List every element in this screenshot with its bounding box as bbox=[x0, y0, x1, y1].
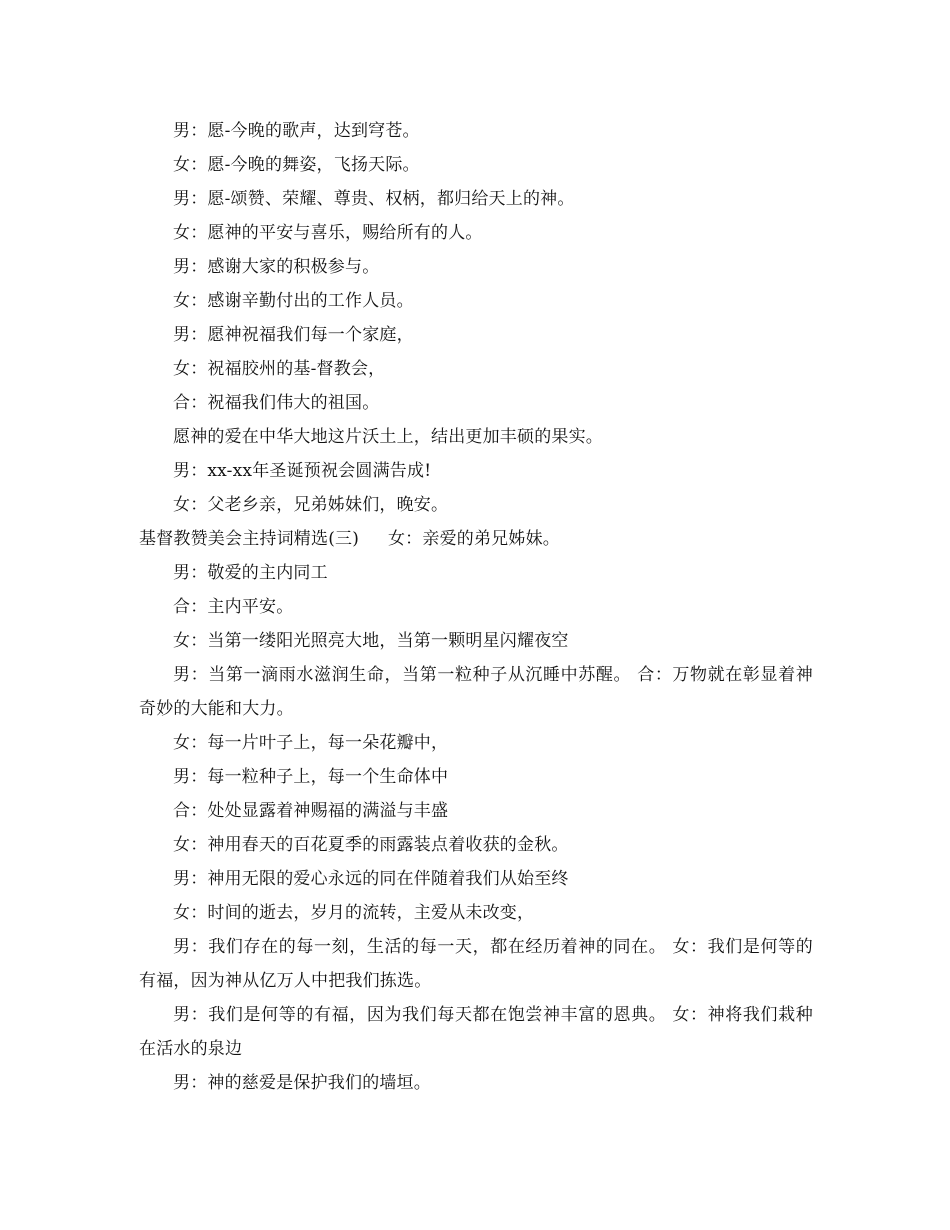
paragraph: 男：xx-xx年圣诞预祝会圆满告成! bbox=[173, 461, 432, 481]
paragraph: 女：愿神的平安与喜乐，赐给所有的人。 bbox=[173, 223, 483, 243]
paragraph: 男：愿神祝福我们每一个家庭， bbox=[173, 325, 414, 345]
paragraph: 女：神用春天的百花夏季的雨露装点着收获的金秋。 bbox=[173, 835, 569, 855]
section-title: 基督教赞美会主持词精选(三) bbox=[139, 529, 360, 549]
paragraph: 合：主内平安。 bbox=[173, 597, 294, 617]
paragraph: 男：感谢大家的积极参与。 bbox=[173, 257, 380, 277]
paragraph: 合：祝福我们伟大的祖国。 bbox=[173, 393, 380, 413]
paragraph: 女：父老乡亲，兄弟姊妹们，晚安。 bbox=[173, 495, 449, 515]
paragraph: 女：每一片叶子上，每一朵花瓣中， bbox=[173, 733, 449, 753]
paragraph: 男：当第一滴雨水滋润生命，当第一粒种子从沉睡中苏醒。 合：万物就在彰显着神奇妙的大能和大力。 bbox=[139, 665, 813, 719]
paragraph: 女：愿-今晚的舞姿，飞扬天际。 bbox=[173, 155, 420, 175]
paragraph: 男：我们是何等的有福，因为我们每天都在饱尝神丰富的恩典。 女：神将我们栽种在活水的泉边 bbox=[139, 1005, 813, 1059]
paragraph: 男：敬爱的主内同工 bbox=[173, 563, 328, 583]
section-heading-line bbox=[139, 522, 813, 556]
paragraph: 女：当第一缕阳光照亮大地，当第一颗明星闪耀夜空 bbox=[173, 631, 569, 651]
document-body bbox=[139, 114, 813, 1100]
paragraph: 女：亲爱的弟兄姊妹。 bbox=[387, 529, 560, 549]
paragraph: 男：我们存在的每一刻，生活的每一天，都在经历着神的同在。 女：我们是何等的有福，因为神从亿万人中把我们拣选。 bbox=[139, 937, 813, 991]
paragraph: 男：愿-颂赞、荣耀、尊贵、权柄，都归给天上的神。 bbox=[173, 189, 575, 209]
paragraph: 男：每一粒种子上，每一个生命体中 bbox=[173, 767, 449, 787]
paragraph: 女：感谢辛勤付出的工作人员。 bbox=[173, 291, 414, 311]
paragraph: 愿神的爱在中华大地这片沃土上，结出更加丰硕的果实。 bbox=[173, 427, 603, 447]
paragraph: 男：神的慈爱是保护我们的墙垣。 bbox=[173, 1073, 431, 1093]
paragraph: 男：愿-今晚的歌声，达到穹苍。 bbox=[173, 121, 420, 141]
paragraph: 男：神用无限的爱心永远的同在伴随着我们从始至终 bbox=[173, 869, 569, 889]
paragraph: 女：时间的逝去，岁月的流转，主爱从未改变， bbox=[173, 903, 535, 923]
paragraph: 女：祝福胶州的基-督教会， bbox=[173, 359, 386, 379]
paragraph: 合：处处显露着神赐福的满溢与丰盛 bbox=[173, 801, 449, 821]
